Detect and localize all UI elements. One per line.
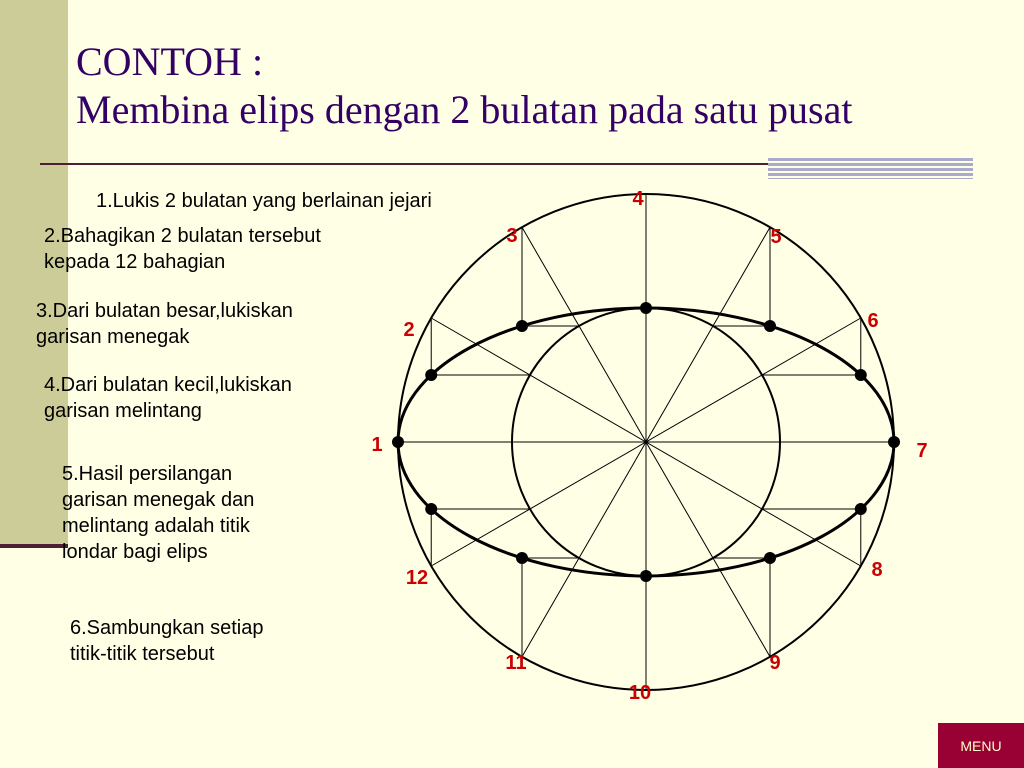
title-line-1: CONTOH : — [76, 39, 264, 84]
step-2-line-2: kepada 12 bahagian — [44, 251, 226, 273]
step-5-line-3: melintang adalah titik — [62, 515, 250, 537]
point-label-7: 7 — [916, 440, 928, 462]
title-line-2: Membina elips dengan 2 bulatan pada satu pusat — [76, 87, 853, 132]
ellipse-point — [392, 436, 404, 448]
step-2-line-1: 2.Bahagikan 2 bulatan tersebut — [44, 225, 321, 247]
point-label-12: 12 — [405, 567, 429, 589]
ellipse-point — [888, 436, 900, 448]
diagram-geometry — [392, 194, 900, 690]
ellipse-point — [516, 552, 528, 564]
point-label-3: 3 — [506, 225, 518, 247]
menu-button-label: MENU — [960, 737, 1002, 754]
ellipse-point — [855, 503, 867, 515]
point-label-6: 6 — [867, 310, 879, 332]
ellipse-point — [425, 369, 437, 381]
ellipse-point — [764, 552, 776, 564]
point-label-5: 5 — [770, 226, 782, 248]
menu-button[interactable] — [938, 723, 1024, 768]
point-label-11: 11 — [505, 652, 527, 674]
step-5-line-4: londar bagi elips — [62, 541, 208, 563]
ellipse-point — [640, 302, 652, 314]
ellipse-point — [516, 320, 528, 332]
step-5-line-1: 5.Hasil persilangan — [62, 463, 233, 485]
ellipse-point — [425, 503, 437, 515]
ellipse-point — [640, 570, 652, 582]
point-label-8: 8 — [871, 559, 883, 581]
step-4-line-2: garisan melintang — [44, 400, 202, 422]
point-label-9: 9 — [769, 652, 781, 674]
step-3-line-1: 3.Dari bulatan besar,lukiskan — [36, 300, 293, 322]
step-3-line-2: garisan menegak — [36, 326, 190, 348]
step-6-line-1: 6.Sambungkan setiap — [70, 617, 264, 639]
step-1-line-1: 1.Lukis 2 bulatan yang berlainan jejari — [96, 190, 432, 212]
point-label-4: 4 — [632, 188, 644, 210]
diagram-point-labels — [371, 188, 927, 704]
step-5-line-2: garisan menegak dan — [62, 489, 255, 511]
step-4-line-1: 4.Dari bulatan kecil,lukiskan — [44, 374, 292, 396]
point-label-1: 1 — [371, 434, 383, 456]
ellipse-point — [764, 320, 776, 332]
point-label-10: 10 — [628, 682, 652, 704]
ellipse-point — [855, 369, 867, 381]
step-6-line-2: titik-titik tersebut — [70, 643, 215, 665]
point-label-2: 2 — [403, 319, 415, 341]
